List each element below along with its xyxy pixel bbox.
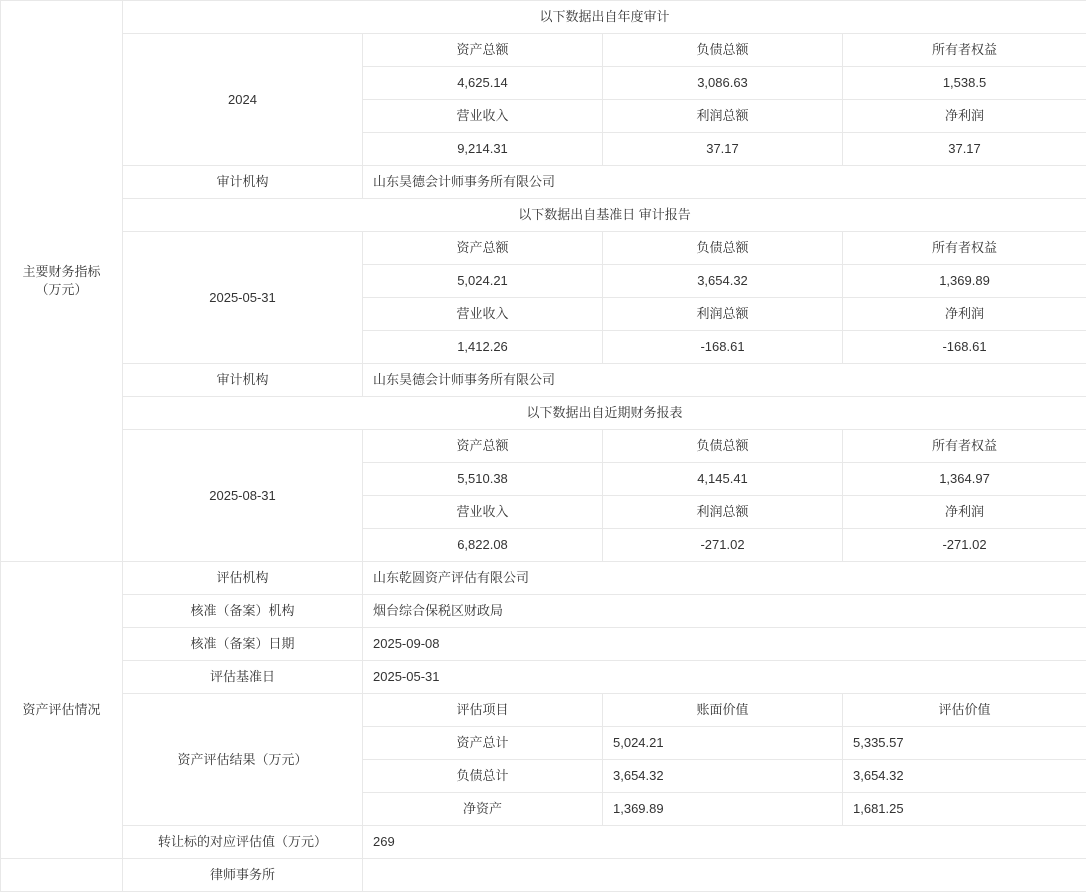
label-auditor-benchmark: 审计机构 [123,364,363,397]
book-value-net-assets: 1,369.89 [603,793,843,826]
header-total-liabilities: 负债总额 [603,430,843,463]
table-row [1,562,1086,595]
table-row [1,166,1086,199]
table-row [1,595,1086,628]
value-approval-agency: 烟台综合保税区财政局 [363,595,1086,628]
period-2025-08-31: 2025-08-31 [123,430,363,562]
label-appraisal-benchmark-date: 评估基准日 [123,661,363,694]
row-label-financial-indicators [1,1,123,562]
label-law-firm: 律师事务所 [123,859,363,892]
header-revenue: 营业收入 [363,496,603,529]
value-law-firm [363,859,1086,892]
header-net-profit: 净利润 [843,100,1086,133]
header-revenue: 营业收入 [363,298,603,331]
value-total-profit: -168.61 [603,331,843,364]
value-auditor-2024: 山东昊德会计师事务所有限公司 [363,166,1086,199]
label-transfer-appraised-value: 转让标的对应评估值（万元） [123,826,363,859]
header-total-profit: 利润总额 [603,496,843,529]
value-appraisal-benchmark-date: 2025-05-31 [363,661,1086,694]
appraised-value-net-assets: 1,681.25 [843,793,1086,826]
value-net-profit: -271.02 [843,529,1086,562]
label-appraisal-agency: 评估机构 [123,562,363,595]
table-row [1,826,1086,859]
header-revenue: 营业收入 [363,100,603,133]
label-approval-date: 核准（备案）日期 [123,628,363,661]
period-2025-05-31: 2025-05-31 [123,232,363,364]
label-auditor-2024: 审计机构 [123,166,363,199]
value-total-profit: -271.02 [603,529,843,562]
header-total-assets: 资产总额 [363,430,603,463]
header-total-profit: 利润总额 [603,100,843,133]
header-book-value: 账面价值 [603,694,843,727]
appraisal-item-net-assets: 净资产 [363,793,603,826]
header-net-profit: 净利润 [843,496,1086,529]
appraised-value-total-liabilities: 3,654.32 [843,760,1086,793]
value-net-profit: -168.61 [843,331,1086,364]
header-total-liabilities: 负债总额 [603,232,843,265]
header-total-assets: 资产总额 [363,232,603,265]
book-value-total-assets: 5,024.21 [603,727,843,760]
value-total-assets: 4,625.14 [363,67,603,100]
appraisal-item-total-assets: 资产总计 [363,727,603,760]
table-row [1,199,1086,232]
header-owners-equity: 所有者权益 [843,34,1086,67]
value-transfer-appraised-value: 269 [363,826,1086,859]
value-owners-equity: 1,364.97 [843,463,1086,496]
label-approval-agency: 核准（备案）机构 [123,595,363,628]
header-owners-equity: 所有者权益 [843,232,1086,265]
value-total-liabilities: 3,086.63 [603,67,843,100]
table-row [1,1,1086,34]
header-total-liabilities: 负债总额 [603,34,843,67]
financial-label-line2: （万元） [11,281,112,299]
value-net-profit: 37.17 [843,133,1086,166]
value-auditor-benchmark: 山东昊德会计师事务所有限公司 [363,364,1086,397]
value-total-liabilities: 4,145.41 [603,463,843,496]
value-approval-date: 2025-09-08 [363,628,1086,661]
row-label-asset-appraisal: 资产评估情况 [1,562,123,859]
table-row [1,430,1086,463]
table-row [1,661,1086,694]
value-owners-equity: 1,369.89 [843,265,1086,298]
table-row [1,694,1086,727]
value-revenue: 9,214.31 [363,133,603,166]
header-appraised-value: 评估价值 [843,694,1086,727]
value-total-liabilities: 3,654.32 [603,265,843,298]
value-total-assets: 5,024.21 [363,265,603,298]
header-owners-equity: 所有者权益 [843,430,1086,463]
value-revenue: 6,822.08 [363,529,603,562]
band-annual-audit: 以下数据出自年度审计 [123,1,1086,34]
book-value-total-liabilities: 3,654.32 [603,760,843,793]
value-owners-equity: 1,538.5 [843,67,1086,100]
period-2024: 2024 [123,34,363,166]
table-row [1,859,1086,892]
label-appraisal-result: 资产评估结果（万元） [123,694,363,826]
appraised-value-total-assets: 5,335.57 [843,727,1086,760]
header-total-assets: 资产总额 [363,34,603,67]
appraisal-item-total-liabilities: 负债总计 [363,760,603,793]
value-total-assets: 5,510.38 [363,463,603,496]
header-net-profit: 净利润 [843,298,1086,331]
table-row [1,364,1086,397]
spacer-cell [1,859,123,892]
financial-label-line1: 主要财务指标 [11,263,112,281]
table-row [1,397,1086,430]
band-recent-statements: 以下数据出自近期财务报表 [123,397,1086,430]
value-appraisal-agency: 山东乾圆资产评估有限公司 [363,562,1086,595]
band-benchmark-audit: 以下数据出自基准日 审计报告 [123,199,1086,232]
table-row [1,34,1086,67]
table-row [1,232,1086,265]
value-revenue: 1,412.26 [363,331,603,364]
header-total-profit: 利润总额 [603,298,843,331]
table-row [1,628,1086,661]
header-appraisal-item: 评估项目 [363,694,603,727]
value-total-profit: 37.17 [603,133,843,166]
